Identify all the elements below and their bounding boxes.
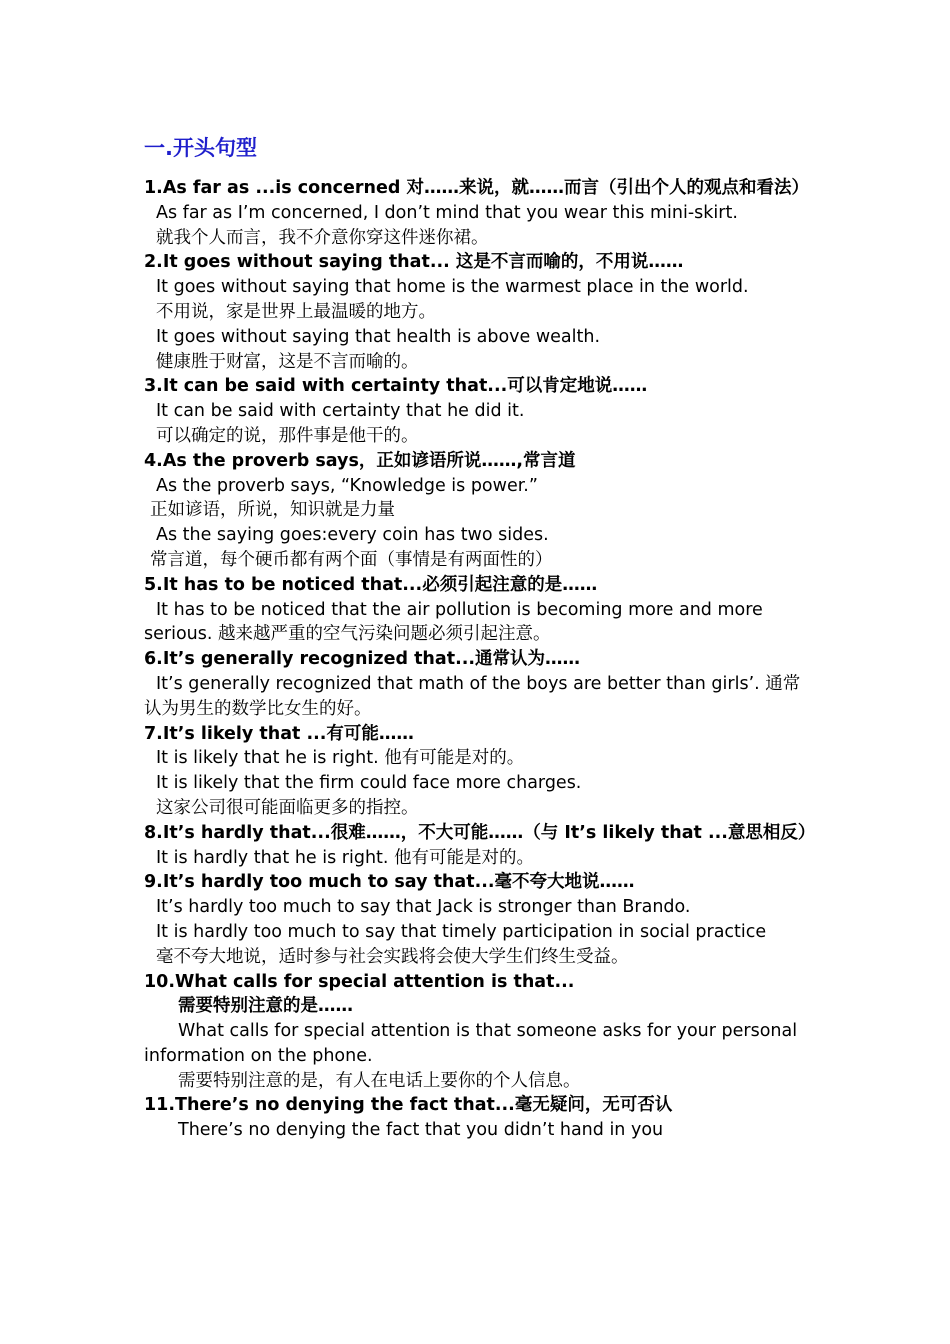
example-line: As far as I’m concerned, I don’t mind that you wear this mini-skirt. — [156, 202, 738, 223]
example-line: It can be said with certainty that he did it. — [156, 401, 525, 422]
example-line: What calls for special attention is that someone asks for your personal information on the phone. — [144, 1021, 798, 1066]
item-subheading: 需要特别注意的是…… — [178, 996, 353, 1017]
item-heading: 3.It can be said with certainty that...可以肯定地说…… — [144, 376, 648, 397]
translation-line: 这家公司很可能面临更多的指控。 — [156, 797, 419, 818]
item-heading: 10.What calls for special attention is that... — [144, 971, 575, 992]
document-page — [144, 132, 816, 1143]
example-line: As the saying goes:every coin has two sides. — [156, 525, 549, 546]
example-line: It is hardly too much to say that timely participation in social practice — [156, 921, 767, 942]
example-line: It is hardly that he is right. 他有可能是对的。 — [156, 847, 535, 868]
item-heading: 1.As far as ...is concerned 对……来说，就……而言（引出个人的观点和看法） — [144, 178, 809, 198]
translation-line: 正如谚语，所说，知识就是力量 — [150, 500, 395, 521]
example-line: It goes without saying that home is the warmest place in the world. — [156, 277, 749, 298]
translation-line: 需要特别注意的是，有人在电话上要你的个人信息。 — [178, 1070, 581, 1091]
translation-line: 不用说，家是世界上最温暖的地方。 — [156, 301, 436, 322]
item-heading: 7.It’s likely that ...有可能…… — [144, 723, 414, 744]
example-line: As the proverb says, “Knowledge is power.” — [156, 475, 538, 496]
item-heading: 8.It’s hardly that...很难……，不大可能……（与 It’s likely that ...意思相反） — [144, 822, 816, 843]
section-title: 一.开头句型 — [144, 136, 257, 160]
example-line: It is likely that the firm could face more charges. — [156, 773, 582, 794]
item-heading: 2.It goes without saying that... 这是不言而喻的，不用说…… — [144, 252, 684, 273]
translation-line: 就我个人而言，我不介意你穿这件迷你裙。 — [156, 227, 489, 248]
translation-line: 健康胜于财富，这是不言而喻的。 — [156, 351, 419, 372]
example-line: It goes without saying that health is above wealth. — [156, 326, 601, 347]
example-line: It’s generally recognized that math of the boys are better than girls’. 通常认为男生的数学比女生的好。 — [144, 673, 801, 719]
translation-line: 可以确定的说，那件事是他干的。 — [156, 425, 419, 446]
item-heading: 5.It has to be noticed that...必须引起注意的是…… — [144, 574, 598, 595]
item-heading: 11.There’s no denying the fact that...毫无疑问，无可否认 — [144, 1095, 673, 1116]
example-line: It has to be noticed that the air pollution is becoming more and more serious. 越来越严重的空气污染问题必须引起注意。 — [144, 599, 763, 645]
example-line: There’s no denying the fact that you didn’t hand in you — [178, 1120, 664, 1141]
item-heading: 4.As the proverb says，正如谚语所说……,常言道 — [144, 450, 576, 471]
example-line: It is likely that he is right. 他有可能是对的。 — [156, 748, 525, 769]
translation-line: 毫不夸大地说，适时参与社会实践将会使大学生们终生受益。 — [156, 946, 629, 967]
example-line: It’s hardly too much to say that Jack is stronger than Brando. — [156, 897, 691, 918]
item-heading: 9.It’s hardly too much to say that...毫不夸大地说…… — [144, 872, 635, 893]
translation-line: 常言道，每个硬币都有两个面（事情是有两面性的） — [150, 549, 553, 570]
item-heading: 6.It’s generally recognized that...通常认为…… — [144, 649, 581, 670]
